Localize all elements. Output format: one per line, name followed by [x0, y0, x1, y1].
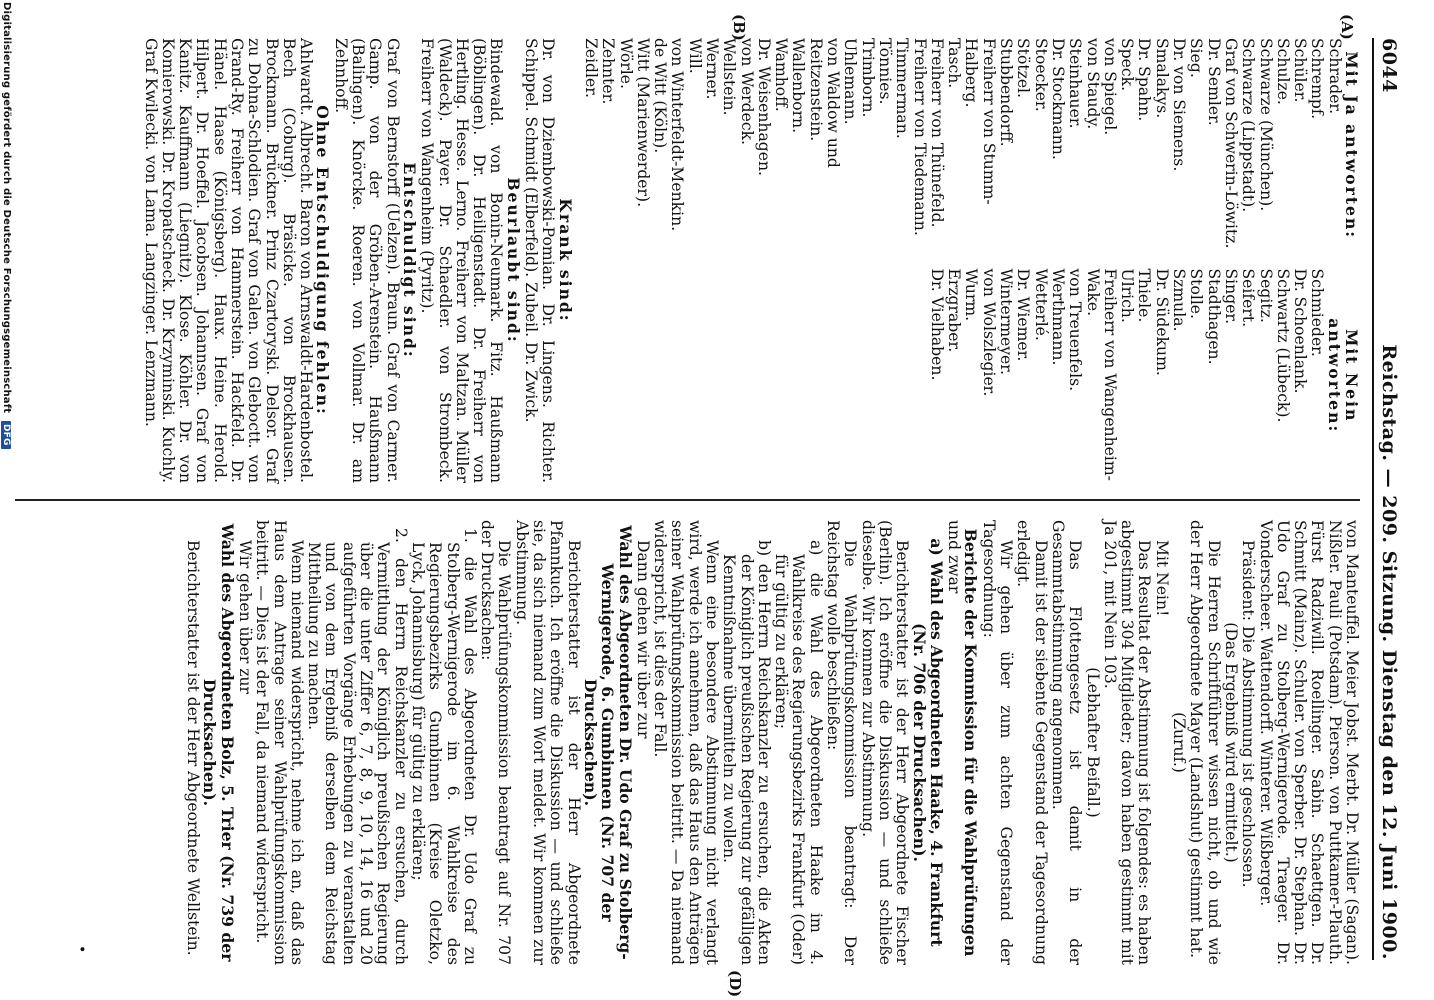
- ja-name-entry: Stubbendorff.: [997, 38, 1016, 147]
- page-title: Reichstag. — 209. Sitzung. Dienstag den 12. Juni 1900.: [1378, 344, 1400, 960]
- nein-name-entry: Schwartz (Lübeck).: [1273, 268, 1292, 423]
- ja-name-entry: Wörle.: [616, 38, 635, 89]
- nein-name-entry: Dr. Schoenlank.: [1291, 268, 1310, 394]
- nein-name-entry: Seifert.: [1239, 268, 1258, 328]
- dfg-logo-icon: DFG: [1, 421, 11, 449]
- election-b-item-1: 1. die Wahl des Abgeordneten Dr. Udo Graf zu Stolberg-Wernigerode im 6. Wahlkreise des Regierungsbezirks Gumbinnen (Kreise Oletzko, Lyck, Johannisburg) für gültig zu erklären;: [408, 528, 479, 965]
- entschuldigt-text: Graf von Bernstorff (Uelzen). Braun. Graf von Carmer. Gamp. von der Gröben-Arenstein. Haußmann (Balingen). Knörcke. Roeren. von Vollmar. Dr. am Zehnhoff.: [331, 38, 402, 483]
- nein-name-entry: Wetterlé.: [1031, 268, 1050, 341]
- ja-name-entry: Wamhoff.: [772, 38, 791, 112]
- ja-name-entry: Witt (Marienwerder).: [633, 38, 652, 208]
- nein-name-entry: Szmula.: [1170, 268, 1189, 332]
- page-header: [1372, 38, 1412, 960]
- nein-name-entry: von Wolszlegier.: [979, 268, 998, 397]
- ja-name-entry: Uhlemann.: [841, 38, 860, 125]
- nein-name-entry: Thiele.: [1135, 268, 1154, 323]
- mit-nein: Mit Nein!: [1152, 540, 1171, 617]
- next-item: Wir gehen über zum achten Gegenstand der Tagesordnung:: [979, 520, 1016, 965]
- ja-name-entry: Tasch.: [945, 38, 964, 89]
- election-a-item-a: a) die Wahl des Abgeordneten Haake im 4. Wahlkreise des Regierungsbezirks Frankfurt (Oder) für gültig zu erklären;: [772, 540, 825, 965]
- ja-name-entry: Tönnies.: [875, 38, 894, 105]
- footer-credit: [1, 2, 12, 449]
- page-number: 6044: [1378, 38, 1400, 93]
- election-b-item-2: 2. den Herrn Reichskanzler zu ersuchen, durch Vermittlung der Königlich preußischen Regierung über die unter Ziffer 6, 7, 8, 9, 10, 14, 16 und 20 aufgeführten Vorgänge Erhebungen zu veranstalten und von dem Ergebniß derselben dem Reichstag Mittheilung zu machen.: [305, 528, 410, 965]
- ja-name-entry: Freiherr von Tiedemann.: [910, 38, 929, 236]
- nein-name-entry: Stadthagen.: [1204, 268, 1223, 365]
- ja-name-entry: Schulze.: [1273, 38, 1292, 105]
- nein-name-entry: Dr. Südekum.: [1152, 268, 1171, 376]
- ja-name-entry: Dr. Semler.: [1204, 38, 1223, 126]
- ja-name-entry: Speck.: [1118, 38, 1137, 92]
- ohne-entschuldigung-text: Ahlwardt. Albrecht. Baron von Arnswaldt-Hardenbostel. Bech (Coburg). Bräsicke. von Brockhausen. Brockmann. Brückner. Prinz Czartoryski. Delsor. Graf zu Dohna-Schlodien. Graf von Galen. von Gleboctt. von Grand-Ry. Freiherr von Hammerstein. Hackfeld. Dr. Hänel. Haase (Königsberg). Haux. Heine. Herold. Hilpert. Dr. Hoeffel. Jacobsen. Johannsen. Graf von Kanitz. Kauffmann (Liegnitz). Klose. Köhler. Dr. von Komierowski. Dr. Kropatscheck. Dr. Krzyminski. Kuchly. Graf Kwilecki. von Lama. Langzinger. Lenzmann.: [141, 38, 316, 483]
- ja-name-entry: Dr. von Siemens.: [1170, 38, 1189, 172]
- ja-name-entry: Dr. Stockmann.: [1048, 38, 1067, 160]
- ergebnis-note: (Das Ergebniß wird ermittelt.): [1221, 622, 1240, 863]
- vote-result: Das Resultat der Abstimmung ist folgendes: es haben abgestimmt 304 Mitglieder; davon haben gestimmt mit Ja 201, mit Nein 103.: [1100, 520, 1154, 965]
- right-column: [184, 520, 1360, 965]
- nein-name-entry: Singer.: [1221, 268, 1240, 325]
- und-zwar: und zwar: [945, 520, 964, 594]
- footer: [0, 0, 12, 1000]
- krank-text: Dr. von Dziembowski-Pomian. Dr. Lingens. Richter. Schippel. Schmidt (Elberfeld). Zubeil. Dr. Zwick.: [522, 38, 558, 483]
- nein-name-entry: Stolle.: [1187, 268, 1206, 319]
- beifall-note: (Lebhafter Beifall.): [1083, 667, 1102, 818]
- transition-1: Dann gehen wir über zur: [633, 540, 652, 739]
- ja-name-entry: Schrader.: [1325, 38, 1344, 115]
- ja-name-entry: von Waldow und Reitzenstein.: [806, 38, 843, 168]
- column-divider: [15, 499, 1360, 501]
- ja-name-entry: Steinhauer.: [1066, 38, 1085, 129]
- krank-heading: Krank sind:: [555, 198, 575, 323]
- nein-name-entry: Wurm.: [962, 268, 981, 322]
- ja-name-entry: Schüler.: [1291, 38, 1310, 103]
- margin-mark-a: (A): [1338, 14, 1356, 40]
- election-b-vote: Wenn niemand widerspricht, nehme ich an, daß das Haus dem Antrage seiner Wahlprüfungskommission beitritt. — Dies ist der Fall, da niemand widerspricht.: [253, 520, 306, 965]
- election-a-vote: Wenn eine besondere Abstimmung nicht verlangt wird, werde ich annehmen, daß das Haus den Anträgen seiner Wahlprüfungskommission beitritt. — Da niemand widerspricht, ist dies der Fall.: [651, 520, 722, 965]
- ja-names: [582, 38, 1343, 253]
- vote-lists: [582, 38, 1360, 483]
- ja-name-entry: von Staudy.: [1083, 38, 1102, 130]
- election-a-motion: Die Wahlprüfungskommission beantragt: Der Reichstag wolle beschließen:: [824, 520, 860, 965]
- ohne-entschuldigung-heading: Ohne Entschuldigung fehlen:: [313, 105, 333, 416]
- ja-name-entry: Zeidler.: [581, 38, 600, 98]
- election-c-report: Berichterstatter ist der Herr Abgeordnete Wellstein.: [184, 540, 203, 956]
- beurlaubt-heading: Beurlaubt sind:: [503, 177, 523, 344]
- ja-name-entry: Schwarze (Lippstadt).: [1239, 38, 1258, 213]
- nein-name-entry: Schmieder.: [1308, 268, 1327, 357]
- nein-name-entry: von Treuenfels.: [1066, 268, 1085, 392]
- beurlaubt-text: Bindewald. von Bonin-Neumark. Fitz. Haußmann (Böblingen). Dr. Heiligenstadt. Dr. Freiherr von Hertling. Hesse. Lerno. Freiherr von Maltzan. Müller (Waldeck). Payer. Dr. Schaedler. von Strombeck. Freiherr von Wangenheim (Pyritz).: [418, 38, 506, 483]
- nein-list: [582, 269, 1360, 484]
- ja-name-entry: Dr. Weisenhagen.: [754, 38, 773, 176]
- election-b-report: Berichterstatter ist der Herr Abgeordnete Pfannkuch. Ich eröffne die Diskussion — und schließe sie, da sich niemand zum Wort meldet. Wir kommen zur Abstimmung.: [512, 520, 583, 965]
- nein-name-entry: Erzgraber.: [945, 268, 964, 353]
- zuruf-note: (Zuruf.): [1170, 712, 1189, 773]
- ja-name-entry: Schrempf.: [1308, 38, 1327, 120]
- election-c-heading: Wahl des Abgeordneten Bolz, 5. Trier (Nr. 739 der Drucksachen).: [200, 523, 237, 962]
- ja-name-entry: Wellstein.: [720, 38, 739, 116]
- ja-name-entry: Timmerman.: [893, 38, 912, 139]
- ja-name-entry: Graf von Schwerin-Löwitz.: [1221, 38, 1240, 249]
- footer-credit-text: Digitalisierung gefördert durch die Deutsche Forschungsgemeinschaft: [1, 2, 12, 414]
- remaining-names: von Manteuffel. Meier Jobst. Merbt. Dr. Müller (Sagan). Nißler. Pauli (Potsdam). Pierson. von Puttkamer-Plauth. Fürst Radziwill. Roellinger. Sabin. Schaettgen. Dr. Schmitt (Mainz). Schuler. von Sperber. Dr. Stephan. Dr. Udo Graf zu Stolberg-Wernigerode. Traeger. Dr. Vonderscheer. Wattendorff. Winterer. Wißberger.: [1256, 520, 1361, 965]
- ja-list: [582, 38, 1360, 253]
- nein-names: [928, 269, 1326, 484]
- nein-name-entry: Dr. Wiemer.: [1014, 268, 1033, 362]
- ja-name-entry: Wallenborn.: [789, 38, 808, 134]
- nein-name-entry: Dr. Vielhaben.: [927, 268, 946, 381]
- ja-name-entry: Stoecker.: [1031, 38, 1050, 112]
- election-b-heading: Wahl des Abgeordneten Dr. Udo Graf zu Stolberg-Wernigerode, 6. Gumbinnen (Nr. 707 der Drucksachen).: [580, 525, 635, 960]
- entschuldigt-heading: Entschuldigt sind:: [399, 162, 419, 359]
- ja-name-entry: Zehnter.: [599, 38, 618, 105]
- president-statement: Präsident: Die Abstimmung ist geschlossen.: [1239, 540, 1258, 888]
- election-a-item-b: b) den Herrn Reichskanzler zu ersuchen, die Akten der Königlich preußischen Regierung zur gefälligen Kenntnißnahme übermitteln zu wollen.: [720, 540, 773, 965]
- ja-name-entry: von Spiegel.: [1100, 38, 1119, 136]
- berichte-heading: Berichte der Kommission für die Wahlprüfungen: [961, 528, 981, 957]
- election-a-report: Berichterstatter ist der Herr Abgeordnete Fischer (Berlin). Ich eröffne die Diskussion — und schließe dieselbe. Wir kommen zur Abstimmung.: [858, 520, 912, 965]
- ja-name-entry: Trimborn.: [858, 38, 877, 118]
- ja-name-entry: Werner.: [703, 38, 722, 100]
- ja-name-entry: Smalakys.: [1152, 38, 1171, 119]
- nein-name-entry: Wintermeyer.: [997, 268, 1016, 375]
- ja-name-entry: Stötzel.: [1014, 38, 1033, 98]
- margin-mark-b: (B): [730, 14, 748, 41]
- transition-2: Wir gehen über zur: [236, 540, 254, 695]
- schriftfuehrer-note: Die Herren Schriftführer wissen nicht, ob und wie der Herr Abgeordnete Mayer (Landshut) gestimmt hat.: [1187, 520, 1223, 965]
- nein-name-entry: Freiherr von Wangenheim-Wake.: [1083, 268, 1119, 481]
- ja-name-entry: Sieg.: [1187, 38, 1206, 78]
- item-done: Damit ist der siebente Gegenstand der Tagesordnung erledigt.: [1014, 520, 1050, 965]
- nein-name-entry: Ulrich.: [1118, 268, 1137, 323]
- ja-name-entry: von Werdeck.: [737, 38, 756, 145]
- ja-name-entry: Will.: [685, 38, 704, 74]
- left-column: [141, 38, 1360, 483]
- ja-name-entry: Dr. Spahn.: [1135, 38, 1154, 122]
- ja-name-entry: Freiherr von Stumm-Halberg.: [962, 38, 998, 205]
- nein-heading: Mit Nein antworten:: [1324, 318, 1361, 434]
- flottengesetz-adopted: Das Flottengesetz ist damit in der Gesammtabstimmung angenommen.: [1048, 520, 1085, 965]
- page-dot: •: [73, 945, 89, 954]
- ja-heading: Mit Ja antworten:: [1342, 51, 1361, 240]
- ja-name-entry: de Witt (Köln).: [651, 38, 670, 154]
- margin-mark-d: (D): [726, 970, 744, 998]
- election-b-motion: Die Wahlprüfungskommission beantragt auf Nr. 707 der Drucksachen:: [478, 520, 514, 965]
- ja-name-entry: Schwarze (München).: [1256, 38, 1275, 212]
- ja-name-entry: Freiherr von Thünefeld.: [927, 38, 946, 228]
- nein-name-entry: Segitz.: [1256, 268, 1275, 323]
- election-a-heading: a) Wahl des Abgeordneten Haake, 4. Frankfurt (Nr. 706 der Drucksachen).: [909, 538, 946, 947]
- ja-name-entry: von Winterfeldt-Menkin.: [668, 38, 687, 232]
- nein-name-entry: Werthmann.: [1048, 268, 1067, 366]
